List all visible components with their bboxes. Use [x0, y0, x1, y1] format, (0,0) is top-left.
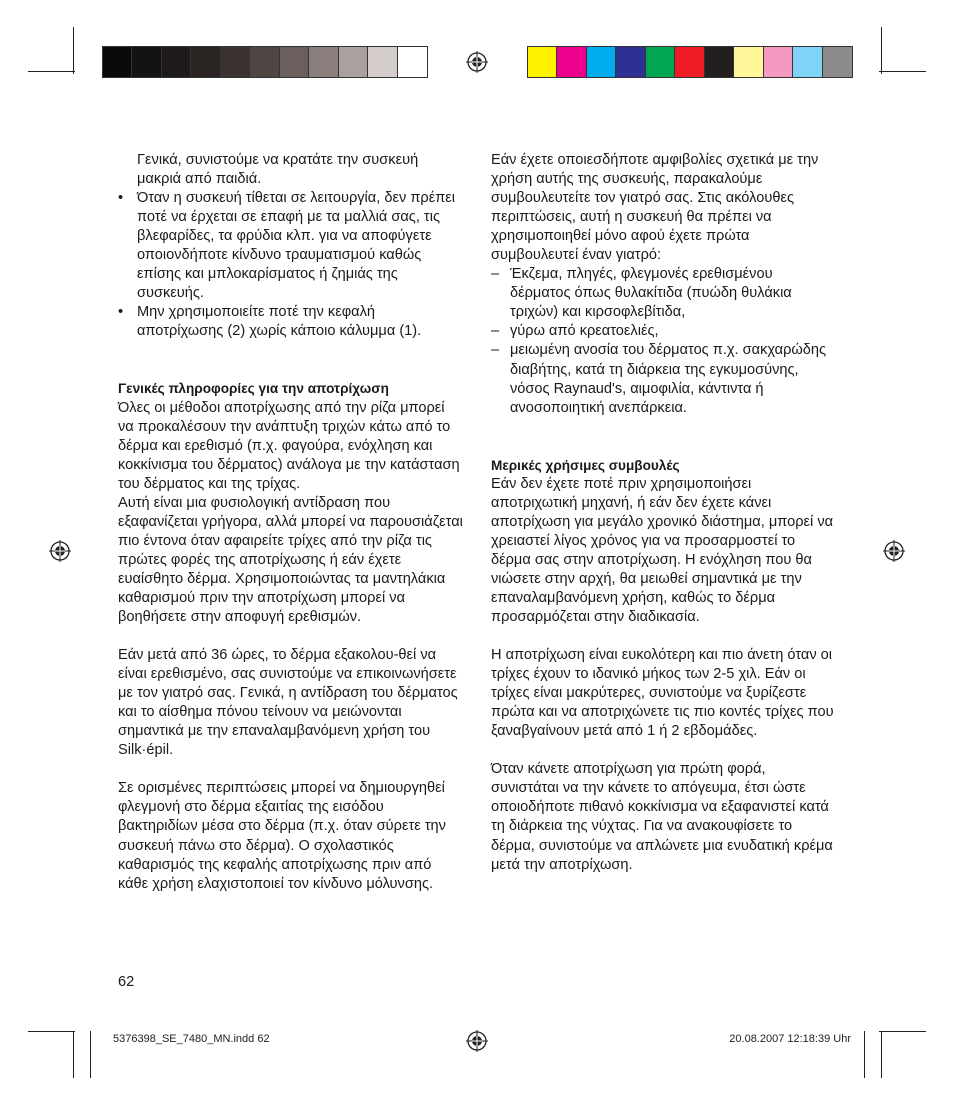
color-swatch: [616, 47, 645, 77]
paragraph: Η αποτρίχωση είναι ευκολότερη και πιο άνετη όταν οι τρίχες έχουν το ιδανικό μήκος των 2-5 χιλ. Εάν οι τρίχες είναι μακρύτερες, συνιστούμε να ξυρίζεστε πρώτα και να αποτριχώνετε τις πιο κοντές τρίχες που ξαναβγαίνουν μετά από 1 ή 2 εβδομάδες.: [491, 647, 834, 740]
process-color-bar: [527, 46, 853, 78]
color-swatch: [587, 47, 616, 77]
bullet-marker: •: [118, 304, 124, 321]
color-swatch: [103, 47, 132, 77]
bullet-item: [118, 303, 464, 341]
crop-mark: [879, 1031, 926, 1032]
color-swatch: [557, 47, 586, 77]
page-number: 62: [118, 974, 135, 990]
color-swatch: [339, 47, 368, 77]
crop-mark: [28, 1031, 75, 1032]
crop-mark: [881, 27, 882, 74]
paragraph: Αυτή είναι μια φυσιολογική αντίδραση που εξαφανίζεται γρήγορα, αλλά μπορεί να παρουσιάζεται πιο έντονα όταν αφαιρείτε τρίχες από την ρίζα τις πρώτες φορές της αποτρίχωσης ή εάν έχετε ευαίσθητο δέρμα. Χρησιμοποιώντας τα μαντηλάκια καθαρισμού πριν την αποτρίχωση μπορεί να βοηθήσετε στην αποφυγή ερεθισμών.: [118, 494, 463, 626]
registration-mark-icon: [466, 51, 488, 73]
crop-mark: [73, 27, 74, 74]
footer-timestamp: 20.08.2007 12:18:39 Uhr: [729, 1033, 851, 1045]
color-swatch: [734, 47, 763, 77]
right-column: [491, 151, 837, 875]
color-swatch: [528, 47, 557, 77]
registration-mark-icon: [883, 540, 905, 562]
crop-mark: [90, 1031, 91, 1078]
dash-text: Έκζεμα, πληγές, φλεγμονές ερεθισμένου δέρματος όπως θυλακίτιδα (πυώδη θυλάκια τριχών) και κιρσοφλεβίτιδα,: [510, 266, 792, 321]
color-swatch: [646, 47, 675, 77]
intro-paragraph: Γενικά, συνιστούμε να κρατάτε την συσκευή μακριά από παιδιά.: [137, 152, 419, 188]
dash-item: [491, 322, 837, 341]
color-swatch: [398, 47, 427, 77]
dash-item: [491, 265, 837, 322]
crop-mark: [28, 71, 75, 72]
dash-text: μειωμένη ανοσία του δέρματος π.χ. σακχαρώδης διαβήτης, κατά τη διάρκεια της εγκυμοσύνης, νόσος Raynaud's, αιμοφιλία, κάντιντα ή ανοσοποιητική ανεπάρκεια.: [510, 342, 827, 416]
color-swatch: [675, 47, 704, 77]
bullet-item: [118, 189, 464, 303]
paragraph: Σε ορισμένες περιπτώσεις μπορεί να δημιουργηθεί φλεγμονή στο δέρμα εξαιτίας της εισόδου βακτηριδίων μέσα στο δέρμα (π.χ. όταν σύρετε την συσκευή πάνω στο δέρμα). Ο σχολαστικός καθαρισμός της κεφαλής αποτρίχωσης πριν από κάθε χρήση ελαχιστοποιεί τον κίνδυνο μόλυνσης.: [118, 780, 446, 892]
registration-mark-icon: [466, 1030, 488, 1052]
color-swatch: [250, 47, 279, 77]
crop-mark: [879, 71, 926, 72]
color-swatch: [162, 47, 191, 77]
color-swatch: [368, 47, 397, 77]
spacer: [118, 341, 464, 379]
crop-mark: [881, 1031, 882, 1078]
spacer: [491, 418, 837, 456]
spacer: [491, 627, 837, 646]
dash-marker: –: [491, 342, 500, 359]
grayscale-color-bar: [102, 46, 428, 78]
spacer: [118, 627, 464, 646]
color-swatch: [191, 47, 220, 77]
section-heading: Γενικές πληροφορίες για την αποτρίχωση: [118, 381, 389, 397]
footer-filename: 5376398_SE_7480_MN.indd 62: [113, 1033, 270, 1045]
left-column: [118, 151, 464, 894]
color-swatch: [793, 47, 822, 77]
paragraph: Εάν δεν έχετε ποτέ πριν χρησιμοποιήσει αποτριχωτική μηχανή, ή εάν δεν έχετε κάνει αποτρίχωση για μεγάλο χρονικό διάστημα, μπορεί να χρειαστεί λίγος χρόνος για να προσαρμοστεί το δέρμα σας στην αποτρίχωση. Η ενόχληση που θα νιώσετε στην αρχή, θα μειωθεί σημαντικά με την επαναλαμβανόμενη χρήση, καθώς το δέρμα προσαρμόζεται στην διαδικασία.: [491, 475, 834, 626]
color-swatch: [221, 47, 250, 77]
color-swatch: [280, 47, 309, 77]
paragraph: Εάν μετά από 36 ώρες, το δέρμα εξακολου-θεί να είναι ερεθισμένο, σας συνιστούμε να επικοινωνήσετε με τον γιατρό σας. Γενικά, η αντίδραση του δέρματος και το αίσθημα πόνου τείνουν να μειώνονται σημαντικά με την επαναλαμβανόμενη χρήση του Silk·épil.: [118, 647, 458, 759]
section-heading: Μερικές χρήσιμες συμβουλές: [491, 457, 680, 473]
spacer: [118, 760, 464, 779]
color-swatch: [764, 47, 793, 77]
spacer: [491, 741, 837, 760]
crop-mark: [73, 1031, 74, 1078]
color-swatch: [309, 47, 338, 77]
bullet-text: Μην χρησιμοποιείτε ποτέ την κεφαλή αποτρίχωσης (2) χωρίς κάποιο κάλυμμα (1).: [137, 304, 422, 340]
color-swatch: [705, 47, 734, 77]
registration-mark-icon: [49, 540, 71, 562]
bullet-text: Όταν η συσκευή τίθεται σε λειτουργία, δεν πρέπει ποτέ να έρχεται σε επαφή με τα μαλλιά σας, τις βλεφαρίδες, τα φρύδια κλπ. για να αποφύγετε οποιονδήποτε κίνδυνο τραυματισμού καθώς επίσης και μπλοκαρίσματος ή ζημιάς της συσκευής.: [137, 190, 456, 302]
dash-marker: –: [491, 323, 500, 340]
paragraph: Όταν κάνετε αποτρίχωση για πρώτη φορά, συνιστάται να την κάνετε το απόγευμα, έτσι ώστε οποιοδήποτε πιθανό κοκκίνισμα να εξαφανιστεί κατά τη διάρκεια της νύχτας. Για να ανακουφίσετε το δέρμα, συνιστούμε να απλώνετε μια ενυδατική κρέμα μετά την αποτρίχωση.: [491, 761, 833, 873]
color-swatch: [823, 47, 852, 77]
dash-text: γύρω από κρεατοελιές,: [510, 323, 659, 340]
dash-item: [491, 341, 837, 417]
paragraph: Εάν έχετε οποιεσδήποτε αμφιβολίες σχετικά με την χρήση αυτής της συσκευής, παρακαλούμε συμβουλευτείτε τον γιατρό σας. Στις ακόλουθες περιπτώσεις, αυτή η συσκευή θα πρέπει να χρησιμοποιηθεί μόνο αφού έχετε πρώτα συμβουλευτεί έναν γιατρό:: [491, 152, 819, 264]
color-swatch: [132, 47, 161, 77]
paragraph: Όλες οι μέθοδοι αποτρίχωσης από την ρίζα μπορεί να προκαλέσουν την ανάπτυξη τριχών κάτω από το δέρμα και ερεθισμό (π.χ. φαγούρα, ενόχληση και κοκκίνισμα του δέρματος) ανάλογα με την κατάσταση του δέρματος και της τρίχας.: [118, 399, 460, 492]
crop-mark: [864, 1031, 865, 1078]
dash-marker: –: [491, 266, 500, 283]
bullet-marker: •: [118, 190, 124, 207]
